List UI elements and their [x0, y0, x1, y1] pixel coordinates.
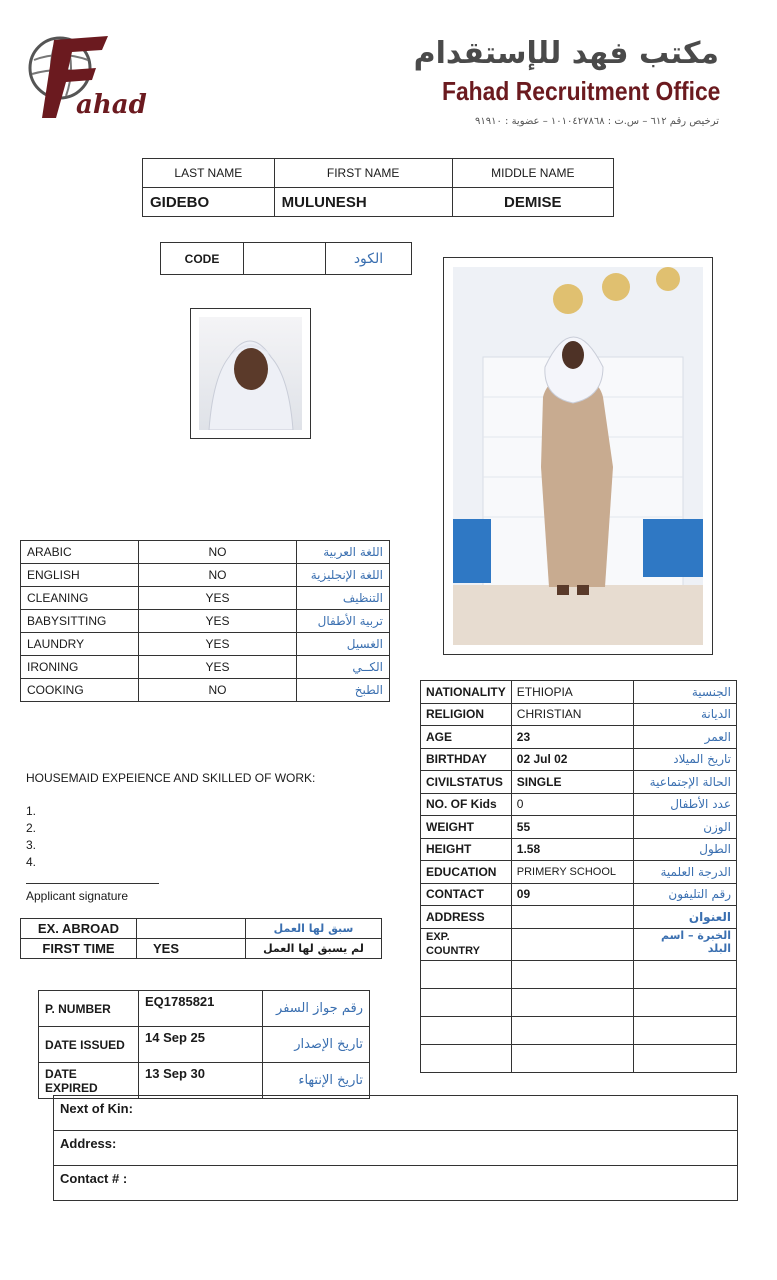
blank-cell: [421, 960, 512, 988]
detail-row: [421, 703, 737, 726]
detail-row: [421, 771, 737, 794]
skill-row: [21, 587, 390, 610]
experience-item: 4.: [26, 855, 37, 869]
blank-cell: [511, 1044, 633, 1072]
personal-details-table: [420, 680, 737, 1073]
passport-table: [38, 990, 370, 1099]
next-of-kin-field: Next of Kin:: [54, 1096, 738, 1131]
skill-label-arabic: التنظيف: [297, 587, 390, 610]
detail-label: CONTACT: [421, 883, 512, 906]
skill-label-arabic: الكــي: [297, 656, 390, 679]
detail-label: AGE: [421, 726, 512, 749]
passport-label-arabic: تاريخ الإنتهاء: [263, 1063, 370, 1099]
abroad-value: YES: [137, 939, 246, 959]
first-name-value: MULUNESH: [274, 188, 452, 217]
detail-label: NATIONALITY: [421, 681, 512, 704]
experience-item: 3.: [26, 838, 37, 852]
detail-label: WEIGHT: [421, 816, 512, 839]
middle-name-header: MIDDLE NAME: [452, 159, 613, 188]
detail-label-arabic: رقم التليفون: [633, 883, 736, 906]
skill-label-arabic: الطبخ: [297, 679, 390, 702]
blank-cell: [633, 960, 736, 988]
detail-value: 23: [511, 726, 633, 749]
detail-value: 55: [511, 816, 633, 839]
passport-value: 13 Sep 30: [139, 1063, 263, 1099]
detail-label: NO. OF Kids: [421, 793, 512, 816]
blank-cell: [421, 1044, 512, 1072]
abroad-label: EX. ABROAD: [21, 919, 137, 939]
abroad-table: [20, 918, 382, 959]
passport-label: P. NUMBER: [39, 991, 139, 1027]
middle-name-value: DEMISE: [452, 188, 613, 217]
detail-label: RELIGION: [421, 703, 512, 726]
first-name-header: FIRST NAME: [274, 159, 452, 188]
detail-label-arabic: الدرجة العلمية: [633, 861, 736, 884]
skill-label: ENGLISH: [21, 564, 139, 587]
detail-label-arabic: عدد الأطفال: [633, 793, 736, 816]
last-name-value: GIDEBO: [143, 188, 275, 217]
detail-value: PRIMERY SCHOOL: [511, 861, 633, 884]
skill-row: [21, 541, 390, 564]
experience-heading: HOUSEMAID EXPEIENCE AND SKILLED OF WORK:: [26, 771, 316, 785]
detail-row: [421, 906, 737, 929]
experience-item: 2.: [26, 821, 37, 835]
abroad-value: [137, 919, 246, 939]
skill-row: [21, 633, 390, 656]
exp-country-label-arabic: الخبرة – اسم البلد: [633, 928, 736, 960]
abroad-row: [21, 919, 382, 939]
blank-cell: [633, 1016, 736, 1044]
detail-value: 0: [511, 793, 633, 816]
detail-label: CIVILSTATUS: [421, 771, 512, 794]
blank-cell: [421, 988, 512, 1016]
experience-list: [26, 803, 36, 871]
code-table: [160, 242, 412, 275]
detail-row: [421, 1016, 737, 1044]
detail-value: ETHIOPIA: [511, 681, 633, 704]
skill-label: IRONING: [21, 656, 139, 679]
detail-label: HEIGHT: [421, 838, 512, 861]
blank-cell: [511, 1016, 633, 1044]
detail-row: [421, 816, 737, 839]
code-label: CODE: [161, 243, 244, 275]
portrait-photo: [190, 308, 311, 439]
next-of-kin-table: [53, 1095, 738, 1201]
detail-label: ADDRESS: [421, 906, 512, 929]
detail-row: [421, 726, 737, 749]
skill-label-arabic: اللغة العربية: [297, 541, 390, 564]
skill-row: [21, 610, 390, 633]
code-value: [244, 243, 326, 275]
passport-label: DATE EXPIRED: [39, 1063, 139, 1099]
skill-value: YES: [139, 656, 297, 679]
passport-label: DATE ISSUED: [39, 1027, 139, 1063]
license-info: ترخيص رقم ٦١٢ – س.ت : ١٠١٠٤٢٧٨٦٨ – عضوية : ٩١٩١٠: [474, 116, 719, 127]
detail-label-arabic: الوزن: [633, 816, 736, 839]
name-table: [142, 158, 614, 217]
detail-row: [421, 838, 737, 861]
skill-label: LAUNDRY: [21, 633, 139, 656]
passport-row: [39, 1063, 370, 1099]
detail-label-arabic: العنوان: [633, 906, 736, 929]
blank-cell: [421, 1016, 512, 1044]
exp-country-label: EXP. COUNTRY: [421, 928, 512, 960]
skill-value: YES: [139, 633, 297, 656]
detail-value: 02 Jul 02: [511, 748, 633, 771]
passport-row: [39, 1027, 370, 1063]
blank-cell: [511, 988, 633, 1016]
detail-label: EDUCATION: [421, 861, 512, 884]
passport-value: 14 Sep 25: [139, 1027, 263, 1063]
signature-line: [26, 883, 159, 884]
kin-address-field: Address:: [54, 1131, 738, 1166]
experience-item: 1.: [26, 804, 37, 818]
skill-row: [21, 679, 390, 702]
logo-text: ahad: [76, 90, 147, 120]
passport-row: [39, 991, 370, 1027]
blank-cell: [633, 1044, 736, 1072]
detail-value: CHRISTIAN: [511, 703, 633, 726]
detail-row: [421, 928, 737, 960]
full-body-photo: [443, 257, 713, 655]
detail-label-arabic: الحالة الإجتماعية: [633, 771, 736, 794]
skill-value: YES: [139, 610, 297, 633]
detail-label-arabic: تاريخ الميلاد: [633, 748, 736, 771]
skill-value: NO: [139, 564, 297, 587]
abroad-row: [21, 939, 382, 959]
detail-row: [421, 861, 737, 884]
detail-row: [421, 793, 737, 816]
skill-label: BABYSITTING: [21, 610, 139, 633]
skill-row: [21, 656, 390, 679]
skills-table: [20, 540, 390, 702]
detail-label-arabic: العمر: [633, 726, 736, 749]
skill-row: [21, 564, 390, 587]
skill-value: NO: [139, 679, 297, 702]
detail-label-arabic: الطول: [633, 838, 736, 861]
company-logo: [26, 32, 147, 124]
skill-value: YES: [139, 587, 297, 610]
detail-row: [421, 681, 737, 704]
skill-label: COOKING: [21, 679, 139, 702]
brand-name-english: Fahad Recruitment Office: [441, 76, 720, 106]
skill-label-arabic: اللغة الإنجليزية: [297, 564, 390, 587]
skill-value: NO: [139, 541, 297, 564]
detail-value: [511, 906, 633, 929]
detail-value: SINGLE: [511, 771, 633, 794]
abroad-label: FIRST TIME: [21, 939, 137, 959]
skill-label-arabic: الغسيل: [297, 633, 390, 656]
detail-row: [421, 960, 737, 988]
abroad-label-arabic: سبق لها العمل: [246, 919, 382, 939]
exp-country-value: [511, 928, 633, 960]
blank-cell: [633, 988, 736, 1016]
detail-row: [421, 988, 737, 1016]
skill-label: CLEANING: [21, 587, 139, 610]
detail-value: 1.58: [511, 838, 633, 861]
detail-row: [421, 883, 737, 906]
signature-label: Applicant signature: [26, 889, 129, 903]
detail-row: [421, 748, 737, 771]
passport-value: EQ1785821: [139, 991, 263, 1027]
code-label-arabic: الكود: [326, 243, 412, 275]
passport-label-arabic: تاريخ الإصدار: [263, 1027, 370, 1063]
detail-row: [421, 1044, 737, 1072]
detail-value: 09: [511, 883, 633, 906]
blank-cell: [511, 960, 633, 988]
detail-label-arabic: الديانة: [633, 703, 736, 726]
skill-label: ARABIC: [21, 541, 139, 564]
brand-name-arabic: مكتب فهد للإستقدام: [413, 36, 719, 71]
passport-label-arabic: رقم جواز السفر: [263, 991, 370, 1027]
detail-label: BIRTHDAY: [421, 748, 512, 771]
detail-label-arabic: الجنسية: [633, 681, 736, 704]
kin-contact-field: Contact # :: [54, 1166, 738, 1201]
abroad-label-arabic: لم يسبق لها العمل: [246, 939, 382, 959]
skill-label-arabic: تربية الأطفال: [297, 610, 390, 633]
last-name-header: LAST NAME: [143, 159, 275, 188]
